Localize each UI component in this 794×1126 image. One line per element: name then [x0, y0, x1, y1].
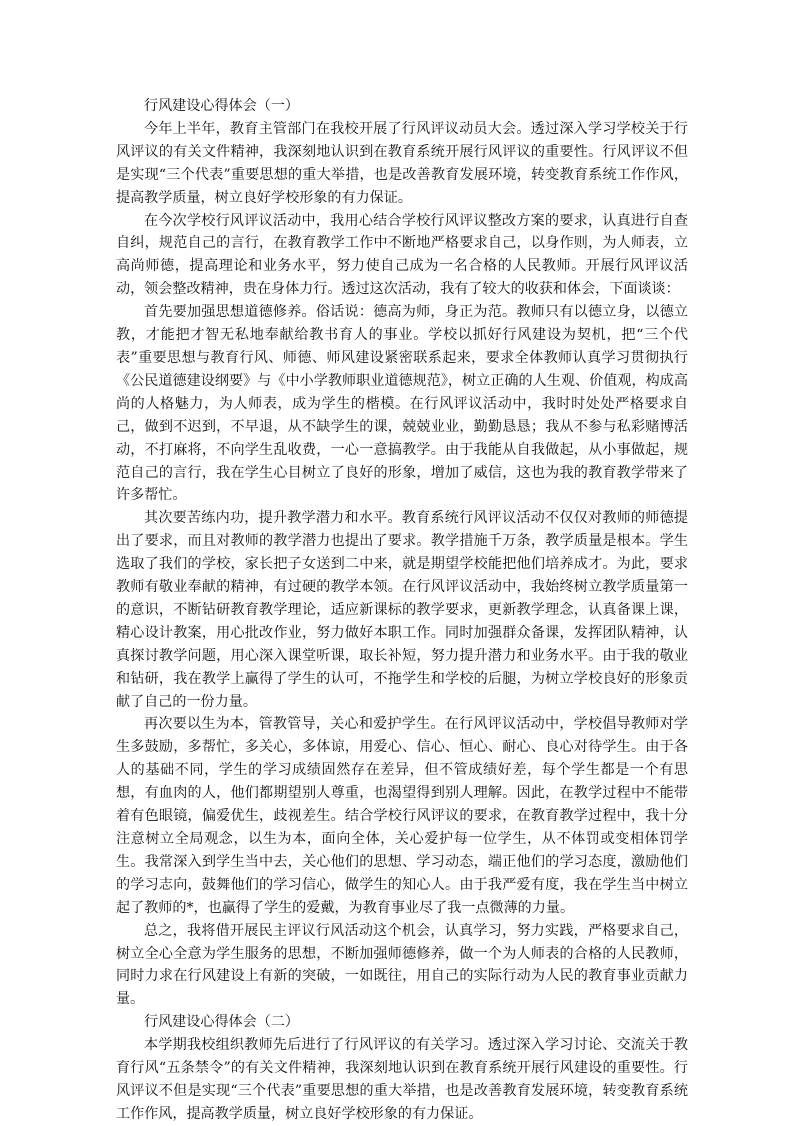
section-title: 行风建设心得体会（一） [144, 98, 300, 114]
paragraph: 其次要苦练内功，提升教学潜力和水平。教育系统行风评议活动不仅仅对教师的师德提出了要求，而且对教师的教学潜力也提出了要求。教学措施千万条，教学质量是根本。学生选取了我们的学校，家长把子女送到二中来，就是期望学校能把他们培养成才。为此，要求教师有敬业奉献的精神，有过硬的教学本领。在行风评议活动中，我始终树立教学质量第一的意识，不断钻研教育教学理论，适应新课标的教学要求，更新教学理念，认真备课上课，精心设计教案，用心批改作业，努力做好本职工作。同时加强群众备课，发挥团队精神，认真探讨教学问题，用心深入课堂听课，取长补短，努力提升潜力和业务水平。由于我的敬业和钻研，我在教学上赢得了学生的认可，不拖学生和学校的后腿，为树立学校良好的形象贡献了自己的一份力量。 [116, 510, 688, 710]
document-page [116, 95, 688, 1126]
paragraph: 今年上半年，教育主管部门在我校开展了行风评议动员大会。透过深入学习学校关于行风评议的有关文件精神，我深刻地认识到在教育系统开展行风评议的重要性。行风评议不但是实现“三个代表”重要思想的重大举措，也是改善教育发展环境，转变教育系统工作作风，提高教学质量，树立良好学校形象的有力保证。 [116, 120, 688, 206]
section-title: 行风建设心得体会（二） [144, 1014, 300, 1031]
paragraph: 再次要以生为本，管教管导，关心和爱护学生。在行风评议活动中，学校倡导教师对学生多鼓励，多帮忙，多关心，多体谅，用爱心、信心、恒心、耐心、良心对待学生。由于各人的基础不同，学生的学习成绩固然存在差异，但不管成绩好差，每个学生都是一个有思想，有血肉的人，他们都期望别人尊重，也渴望得到别人理解。因此，在教学过程中不能带着有色眼镜，偏爱优生，歧视差生。结合学校行风评议的要求，在教育教学过程中，我十分注意树立全局观念，以生为本，面向全体，关心爱护每一位学生，从不体罚或变相体罚学生。我常深入到学生当中去，关心他们的思想、学习动态，端正他们的学习态度，激励他们的学习志向，鼓舞他们的学习信心，做学生的知心人。由于我严爱有度，我在学生当中树立起了教师的*，也赢得了学生的爱戴，为教育事业尽了我一点微薄的力量。 [116, 716, 688, 916]
paragraph: 在今次学校行风评议活动中，我用心结合学校行风评议整改方案的要求，认真进行自查自纠，规范自己的言行，在教育教学工作中不断地严格要求自己，以身作则，为人师表，立高尚师德，提高理论和业务水平，努力使自己成为一名合格的人民教师。开展行风评议活动，领会整改精神，贵在身体力行。透过这次活动，我有了较大的收获和体会，下面谈谈： [116, 212, 688, 298]
paragraph: 本学期我校组织教师先后进行了行风评议的有关学习。透过深入学习讨论、交流关于教育行风“五条禁令”的有关文件精神，我深刻地认识到在教育系统开展行风建设的重要性。行风评议不但是实现“三个代表”重要思想的重大举措，也是改善教育发展环境，转变教育系统工作作风，提高教学质量，树立良好学校形象的有力保证。 [116, 1037, 688, 1122]
paragraph: 总之，我将借开展民主评议行风活动这个机会，认真学习，努力实践，严格要求自己，树立全心全意为学生服务的思想，不断加强师德修养，做一个为人师表的合格的人民教师，同时力求在行风建设上有新的突破，一如既往，用自己的实际行动为人民的教育事业贡献力量。 [116, 922, 688, 1008]
paragraph: 首先要加强思想道德修养。俗话说：德高为师，身正为范。教师只有以德立身，以德立教，才能把才智无私地奉献给教书育人的事业。学校以抓好行风建设为契机，把“三个代表”重要思想与教育行风、师德、师风建设紧密联系起来，要求全体教师认真学习贯彻执行《公民道德建设纲要》与《中小学教师职业道德规范》，树立正确的人生观、价值观，构成高尚的人格魅力，为人师表，成为学生的楷模。在行风评议活动中，我时时处处严格要求自己，做到不迟到，不早退，从不缺学生的课，兢兢业业，勤勤恳恳；我从不参与私彩赌博活动，不打麻将，不向学生乱收费，一心一意搞教学。由于我能从自我做起，从小事做起，规范自己的言行，我在学生心目树立了良好的形象，增加了威信，这也为我的教育教学带来了许多帮忙。 [116, 304, 688, 504]
